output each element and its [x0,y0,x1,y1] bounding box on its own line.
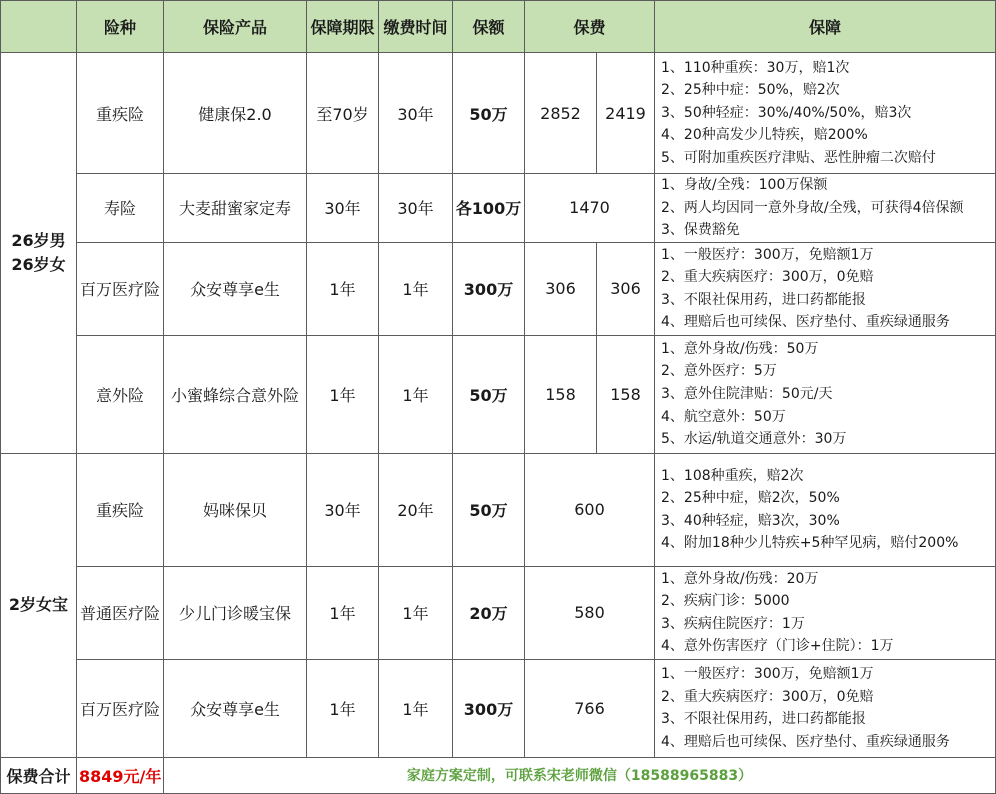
total-value: 8849元/年 [77,757,164,793]
group-label-line: 2岁女宝 [8,595,69,615]
coverage-line: 4、航空意外：50万 [661,408,786,425]
cell-pay: 20年 [379,453,453,566]
coverage-line: 2、25种中症：50%，赔2次 [661,82,840,99]
cell-term: 1年 [307,659,379,757]
cell-product: 众安尊享e生 [164,242,307,335]
cell-premium-female: 2419 [597,53,655,174]
cell-term: 30年 [307,174,379,243]
total-label: 保费合计 [1,757,77,793]
coverage-line: 5、可附加重疾医疗津贴、恶性肿瘤二次赔付 [661,149,936,166]
cell-premium-male: 306 [525,242,597,335]
coverage-line: 4、附加18种少儿特疾+5种罕见病，赔付200% [661,535,959,552]
group-label-line: 26岁女 [11,254,66,274]
cell-term: 1年 [307,242,379,335]
cell-type: 百万医疗险 [77,659,164,757]
coverage-line: 4、意外伤害医疗（门诊+住院）：1万 [661,638,894,655]
header-pay: 缴费时间 [379,1,453,53]
coverage-line: 3、意外住院津贴：50元/天 [661,385,833,402]
cell-type: 重疾险 [77,53,164,174]
header-premium: 保费 [525,1,655,53]
coverage-line: 4、20种高发少儿特疾，赔200% [661,127,868,144]
header-amount: 保额 [453,1,525,53]
coverage-line: 3、50种轻症：30%/40%/50%，赔3次 [661,104,912,121]
coverage-line: 1、110种重疾：30万，赔1次 [661,59,850,76]
header-term: 保障期限 [307,1,379,53]
cell-coverage [655,242,996,335]
table-row [1,335,996,453]
coverage-line: 2、25种中症，赔2次，50% [661,490,840,507]
coverage-line: 2、两人均因同一意外身故/全残，可获得4倍保额 [661,199,964,216]
coverage-line: 3、不限社保用药，进口药都能报 [661,711,866,728]
cell-type: 百万医疗险 [77,242,164,335]
cell-premium: 600 [525,453,655,566]
coverage-line: 2、意外医疗：5万 [661,363,777,380]
coverage-line: 1、意外身故/伤残：20万 [661,570,819,587]
cell-term: 至70岁 [307,53,379,174]
cell-pay: 1年 [379,242,453,335]
cell-premium: 1470 [525,174,655,243]
cell-coverage [655,453,996,566]
table-row [1,453,996,566]
cell-type: 寿险 [77,174,164,243]
cell-amount: 50万 [453,453,525,566]
group-label-adults [1,53,77,454]
cell-amount: 20万 [453,566,525,659]
coverage-line: 1、一般医疗：300万，免赔额1万 [661,246,874,263]
cell-premium-female: 306 [597,242,655,335]
cell-premium-male: 2852 [525,53,597,174]
cell-term: 1年 [307,335,379,453]
coverage-line: 4、理赔后也可续保、医疗垫付、重疾绿通服务 [661,314,950,331]
coverage-line: 1、108种重疾，赔2次 [661,467,804,484]
table-row [1,53,996,174]
cell-pay: 30年 [379,53,453,174]
cell-pay: 1年 [379,335,453,453]
cell-amount: 300万 [453,242,525,335]
header-product: 保险产品 [164,1,307,53]
cell-product: 大麦甜蜜家定寿 [164,174,307,243]
group-label-line: 26岁男 [11,230,66,250]
cell-coverage [655,335,996,453]
cell-product: 众安尊享e生 [164,659,307,757]
cell-coverage [655,566,996,659]
group-label-child [1,453,77,757]
table-row [1,242,996,335]
cell-coverage [655,659,996,757]
header-coverage: 保障 [655,1,996,53]
coverage-line: 5、水运/轨道交通意外：30万 [661,431,847,448]
cell-term: 30年 [307,453,379,566]
cell-type: 意外险 [77,335,164,453]
cell-amount: 50万 [453,53,525,174]
coverage-line: 2、重大疾病医疗：300万，0免赔 [661,688,874,705]
footer-row [1,757,996,793]
cell-pay: 1年 [379,659,453,757]
cell-product: 妈咪保贝 [164,453,307,566]
header-row [1,1,996,53]
coverage-line: 1、身故/全残：100万保额 [661,177,828,193]
cell-premium-female: 158 [597,335,655,453]
cell-amount: 各100万 [453,174,525,243]
cell-term: 1年 [307,566,379,659]
table-row [1,659,996,757]
header-type: 险种 [77,1,164,53]
cell-product: 健康保2.0 [164,53,307,174]
cell-coverage [655,53,996,174]
coverage-line: 2、疾病门诊：5000 [661,593,790,610]
table-row [1,174,996,243]
coverage-line: 4、理赔后也可续保、医疗垫付、重疾绿通服务 [661,733,950,750]
contact-note: 家庭方案定制，可联系宋老师微信（18588965883） [164,757,996,793]
cell-product: 少儿门诊暖宝保 [164,566,307,659]
cell-product: 小蜜蜂综合意外险 [164,335,307,453]
coverage-line: 3、疾病住院医疗：1万 [661,615,805,632]
table-row [1,566,996,659]
coverage-line: 1、一般医疗：300万，免赔额1万 [661,666,874,683]
cell-pay: 1年 [379,566,453,659]
header-group [1,1,77,53]
cell-pay: 30年 [379,174,453,243]
cell-amount: 50万 [453,335,525,453]
coverage-line: 3、40种轻症，赔3次，30% [661,512,840,529]
coverage-line: 1、意外身故/伤残：50万 [661,340,819,357]
cell-type: 重疾险 [77,453,164,566]
cell-coverage [655,174,996,243]
cell-type: 普通医疗险 [77,566,164,659]
coverage-line: 3、不限社保用药，进口药都能报 [661,291,866,308]
cell-premium: 580 [525,566,655,659]
cell-premium: 766 [525,659,655,757]
cell-amount: 300万 [453,659,525,757]
cell-premium-male: 158 [525,335,597,453]
coverage-line: 3、保费豁免 [661,222,740,239]
coverage-line: 2、重大疾病医疗：300万，0免赔 [661,269,874,286]
